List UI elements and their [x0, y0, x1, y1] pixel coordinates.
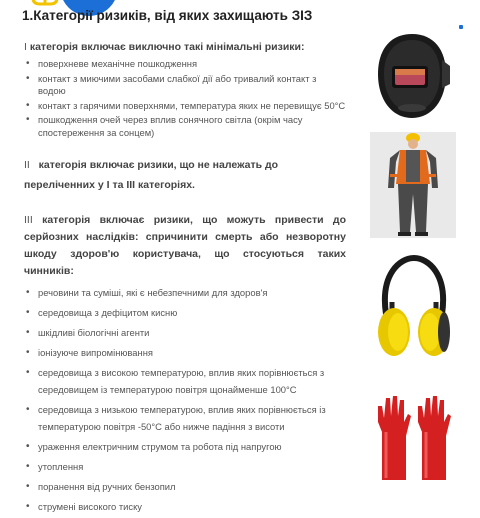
category3-list [24, 284, 346, 515]
list-item: • середовища з дефіцитом кисню [38, 304, 346, 321]
list-item: • струмені високого тиску [38, 498, 346, 515]
list-item: • середовища з високою температурою, вплив яких порівнюється з середовищем із температурою повітря щонайменше 100°С [38, 364, 346, 398]
list-item: • ураження електричним струмом та робота під напругою [38, 438, 346, 455]
accent-dot [459, 25, 463, 29]
list-item: • поверхневе механічне пошкодження [38, 58, 346, 71]
list-item: • речовини та суміші, які є небезпечними для здоров'я [38, 284, 346, 301]
list-item: • середовища з низькою температурою, вплив яких порівнюється із температурою повітря -50°С або нижче падіння з висоти [38, 401, 346, 435]
list-item: • іонізуюче випромінювання [38, 344, 346, 361]
category3-heading: ІІІ категорія включає ризики, що можуть привести до серйозних наслідків: спричинити смерть або незворотну шкоду здоров'ю користувача, що стосуються таких чинників: [24, 214, 346, 277]
list-item: • шкідливі біологічні агенти [38, 324, 346, 341]
list-item: • контакт з миючими засобами слабкої дії або тривалий контакт з водою [38, 73, 346, 98]
list-item: • поранення від ручних бензопил [38, 478, 346, 495]
trident-emblem [30, 0, 60, 8]
list-item: • контакт з гарячими поверхнями, температура яких не перевищує 50°С [38, 100, 346, 113]
category1-heading: І категорія включає виключно такі мінімальні ризики: [24, 41, 305, 53]
list-item: • пошкодження очей через вплив сонячного світла (окрім часу спостереження за сонцем) [38, 114, 346, 139]
list-item: • утоплення [38, 458, 346, 475]
earmuffs-image [372, 254, 456, 362]
welding-helmet-image [372, 30, 452, 122]
dielectric-gloves-image [374, 392, 458, 480]
page-title: 1.Категорії ризиків, від яких захищають ЗІЗ [22, 8, 313, 23]
worker-workwear-image [370, 132, 456, 238]
category1-list [24, 58, 346, 139]
content [24, 40, 346, 518]
category2-heading: ІІ категорія включає ризики, що не належать до переліченних у І та ІІІ категоріях. [24, 159, 282, 191]
